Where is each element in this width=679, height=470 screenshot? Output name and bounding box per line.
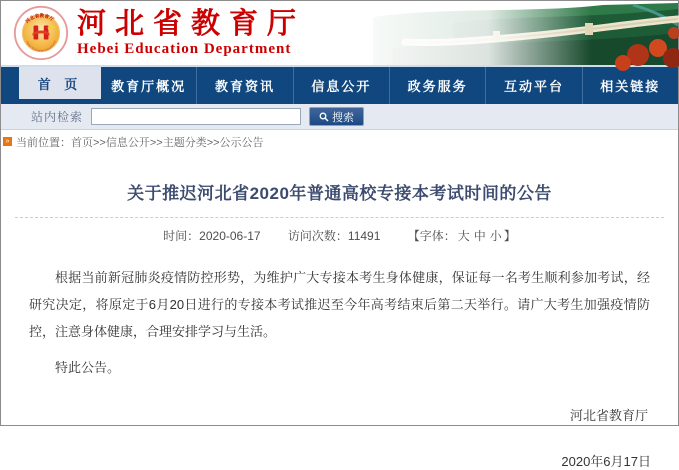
article-signature: 河北省教育厅 <box>569 408 648 423</box>
meta-views-label: 访问次数： <box>287 229 348 243</box>
search-button-label: 搜索 <box>332 111 355 124</box>
breadcrumb-label: 当前位置： <box>16 136 71 149</box>
nav-item-interactive-platform[interactable]: 互动平台 <box>485 67 581 104</box>
nav-item-education-news[interactable]: 教育资讯 <box>196 67 292 104</box>
svg-text:河北省教育厅: 河北省教育厅 <box>24 13 55 25</box>
article-content <box>1 153 678 470</box>
breadcrumb <box>1 130 678 153</box>
site-search-bar <box>1 104 678 130</box>
meta-time-label: 时间： <box>163 229 200 243</box>
article-meta <box>1 227 678 244</box>
font-size-large-link[interactable]: 大 <box>457 229 470 243</box>
svg-text:Hebei Education Department: Hebei Education Department <box>25 39 57 53</box>
nav-item-government-services[interactable]: 政务服务 <box>389 67 485 104</box>
article-date: 2020年6月17日 <box>561 454 651 469</box>
breadcrumb-path[interactable]: 首页>>信息公开>>主题分类>>公示公告 <box>71 136 264 149</box>
search-icon <box>319 112 329 122</box>
site-title-block <box>77 8 305 58</box>
article-paragraph-2: 特此公告。 <box>55 360 121 375</box>
meta-views <box>288 227 381 244</box>
font-size-medium-link[interactable]: 中 <box>473 229 486 243</box>
site-logo <box>13 5 69 61</box>
nav-item-related-links[interactable]: 相关链接 <box>582 67 678 104</box>
article-title: 关于推迟河北省2020年普通高校专接本考试时间的公告 <box>127 184 552 203</box>
seal-logo-icon <box>13 5 69 61</box>
main-nav <box>1 67 678 104</box>
font-size-small-link[interactable]: 小 <box>489 229 502 243</box>
title-divider <box>15 217 664 218</box>
nav-item-department-overview[interactable]: 教育厅概况 <box>111 79 187 94</box>
meta-font-size-control <box>408 227 516 244</box>
font-label-open: 【字体： <box>407 229 456 243</box>
meta-time-value: 2020-06-17 <box>199 229 261 243</box>
great-wall-banner-image <box>333 3 678 65</box>
site-name-english: Hebei Education Department <box>77 41 292 57</box>
site-name-chinese: 河北省教育厅 <box>77 8 306 40</box>
meta-time <box>163 227 260 244</box>
font-label-close: 】 <box>503 229 516 243</box>
site-header <box>1 1 678 67</box>
search-label: 站内检索 <box>31 110 84 124</box>
search-input[interactable] <box>91 108 301 125</box>
article-paragraph-1: 根据当前新冠肺炎疫情防控形势，为维护广大专接本考生身体健康，保证每一名考生顺利参加考试，经研究决定，将原定于6月20日进行的专接本考试推迟至今年高考结束后第二天举行。请广大考生加强疫情防控，注意身体健康，合理安排学习与生活。 <box>29 270 650 339</box>
nav-item-information-disclosure[interactable]: 信息公开 <box>293 67 389 104</box>
search-button[interactable] <box>309 107 364 126</box>
nav-item-home[interactable]: 首 页 <box>19 67 101 99</box>
breadcrumb-marker-icon: » <box>3 137 12 146</box>
meta-views-value: 11491 <box>347 229 381 243</box>
